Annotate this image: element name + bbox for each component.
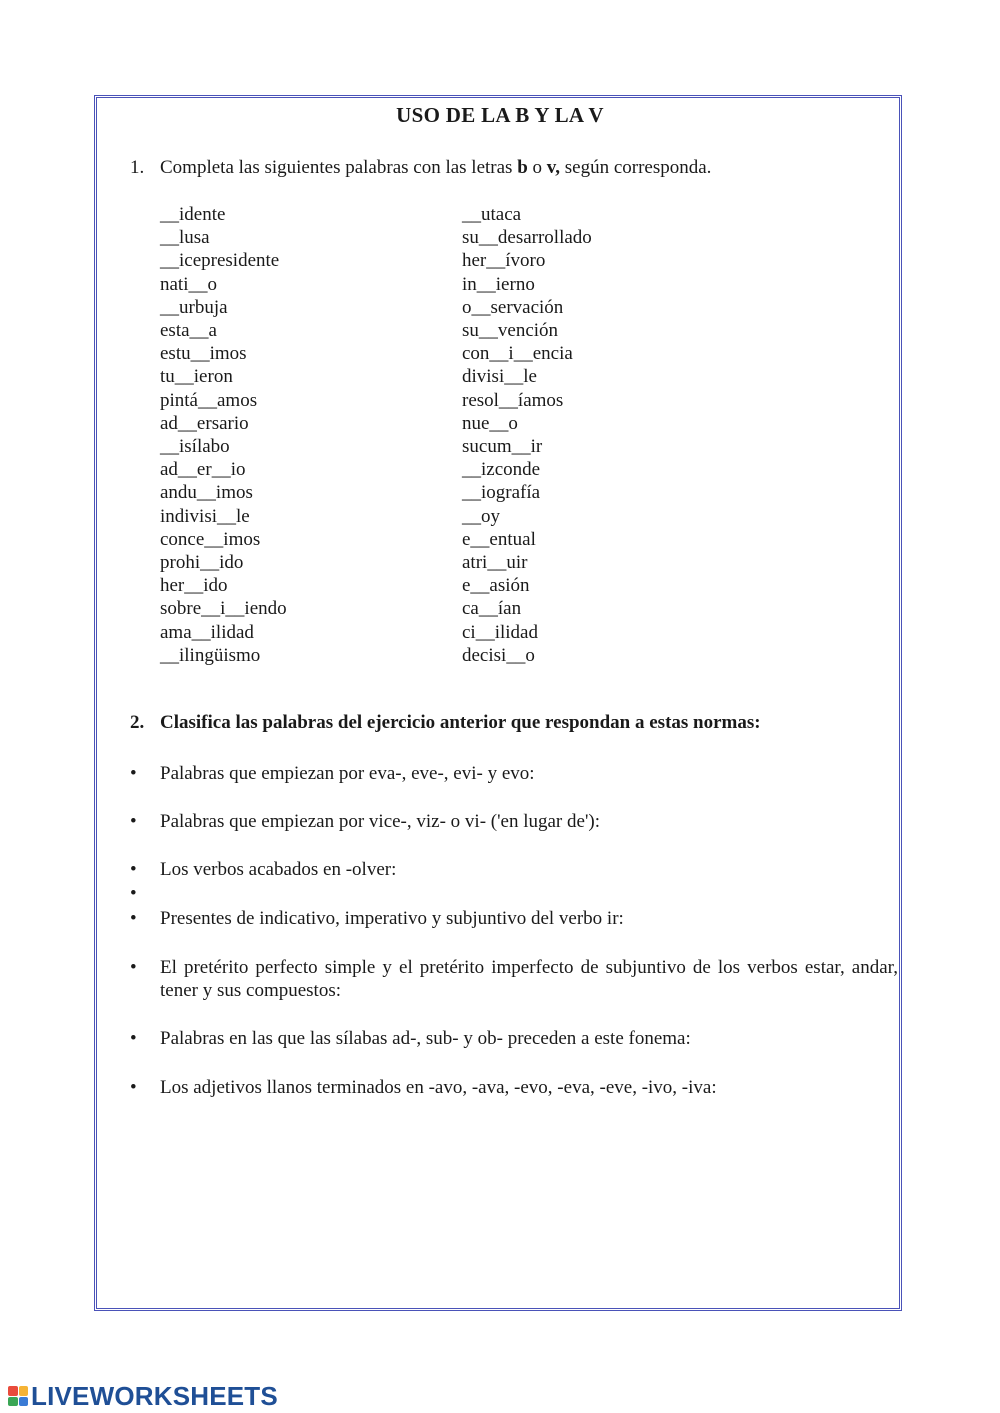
word-item: divisi__le — [462, 366, 537, 388]
worksheet-title: USO DE LA B Y LA V — [396, 103, 604, 127]
word-item: estu__imos — [160, 343, 247, 365]
norm-text: Los adjetivos llanos terminados en -avo, -ava, -evo, -eva, -eve, -ivo, -iva: — [160, 1077, 717, 1098]
logo-text: LIVEWORKSHEETS — [31, 1380, 278, 1411]
bullet-icon: • — [130, 1077, 137, 1098]
word-item: ca__ían — [462, 598, 522, 620]
bullet-icon: • — [130, 908, 137, 929]
word-item: __utaca — [462, 204, 522, 225]
bullet-icon: • — [130, 859, 137, 880]
word-item: __urbuja — [160, 296, 228, 318]
bullet-icon: • — [130, 1028, 137, 1049]
word-item: con__i__encia — [462, 343, 573, 365]
logo-mark-icon — [8, 1386, 28, 1406]
word-item: her__ido — [160, 575, 228, 597]
word-item: nati__o — [160, 273, 217, 295]
word-item: in__ierno — [462, 273, 535, 295]
norm-text: Presentes de indicativo, imperativo y subjuntivo del verbo ir: — [160, 908, 624, 929]
word-item: ama__ilidad — [160, 621, 254, 643]
norm-text: El pretérito perfecto simple y el pretérito imperfecto de subjuntivo de los verbos estar, andar, tener y sus compuestos: — [160, 957, 898, 1001]
question-2-number: 2. — [130, 712, 145, 733]
word-item: e__entual — [462, 528, 536, 550]
word-list-left — [160, 203, 287, 667]
word-item: decisi__o — [462, 644, 535, 666]
norm-text: Palabras que empiezan por vice-, viz- o vi- ('en lugar de'): — [160, 811, 600, 832]
word-item: su__desarrollado — [462, 227, 592, 249]
bullet-icon: • — [130, 957, 137, 978]
word-item: andu__imos — [160, 482, 253, 504]
word-item: nue__o — [462, 412, 518, 434]
word-item: __oy — [462, 505, 500, 527]
word-item: indivisi__le — [160, 505, 250, 527]
bullet-icon: • — [130, 811, 137, 832]
norm-text: Palabras que empiezan por eva-, eve-, evi- y evo: — [160, 763, 535, 784]
word-item: __izconde — [462, 459, 541, 481]
word-item: o__servación — [462, 296, 564, 318]
word-item: sobre__i__iendo — [160, 598, 287, 620]
word-item: __icepresidente — [160, 250, 280, 272]
liveworksheets-logo — [8, 1380, 278, 1412]
word-item: her__ívoro — [462, 250, 546, 272]
word-item: pintá__amos — [160, 389, 258, 411]
word-item: sucum__ir — [462, 436, 543, 458]
word-item: tu__ieron — [160, 366, 233, 388]
norm-text: Palabras en las que las sílabas ad-, sub- y ob- preceden a este fonema: — [160, 1028, 691, 1049]
word-item: __idente — [160, 204, 226, 225]
word-item: __iografía — [462, 482, 541, 504]
question-1-number: 1. — [130, 157, 145, 178]
word-item: ci__ilidad — [462, 621, 538, 643]
question-1-text: Completa las siguientes palabras con las letras b o v, según corresponda. — [160, 157, 712, 178]
word-list-right — [462, 203, 592, 667]
word-item: __lusa — [160, 227, 210, 249]
bullet-icon: • — [130, 883, 137, 904]
word-item: su__vención — [462, 320, 559, 342]
word-item: ad__er__io — [160, 459, 246, 481]
word-item: __isílabo — [160, 436, 230, 458]
bullet-icon: • — [130, 763, 137, 784]
norm-text: Los verbos acabados en -olver: — [160, 859, 397, 880]
word-item: esta__a — [160, 320, 217, 342]
word-item: conce__imos — [160, 528, 261, 550]
question-2-text: Clasifica las palabras del ejercicio anterior que respondan a estas normas: — [160, 712, 761, 733]
word-item: atri__uir — [462, 552, 528, 574]
word-item: resol__íamos — [462, 389, 564, 411]
word-item: __ilingüismo — [160, 644, 261, 666]
word-item: e__asión — [462, 575, 530, 597]
word-item: prohi__ido — [160, 552, 244, 574]
word-item: ad__ersario — [160, 412, 249, 434]
